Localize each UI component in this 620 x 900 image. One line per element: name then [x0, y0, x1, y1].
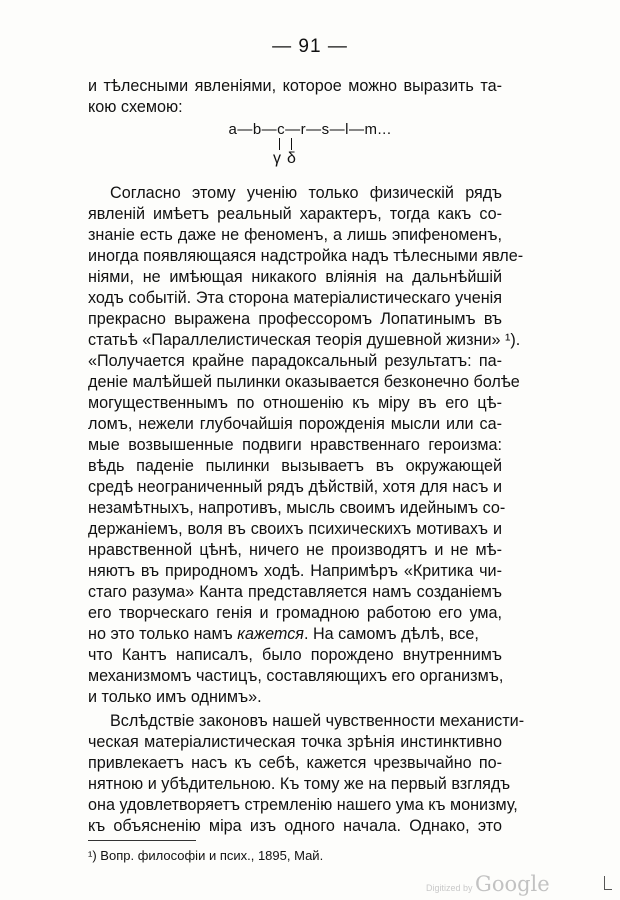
scheme-branch-right: δ	[287, 150, 296, 167]
text-line: прекрасно выражена профессоромъ Лопатинымъ въ	[88, 310, 502, 328]
emphasis-text: кажется	[237, 625, 304, 643]
footnote-text: Вопр. философіи и псих., 1895, Май.	[100, 848, 324, 863]
digitized-watermark	[426, 872, 550, 896]
margin-mark	[604, 889, 612, 890]
text-line: Вслѣдствіе законовъ нашей чувственности механисти-	[110, 712, 525, 730]
text-line: механизмомъ частицъ, составляющихъ его организмъ,	[88, 667, 504, 685]
text-line: мые возвышенные подвиги нравственнаго героизма:	[88, 436, 502, 454]
watermark-brand: Google	[475, 872, 550, 896]
text-line: ломъ, нежели глубочайшія порожденія мысли или са-	[88, 415, 502, 433]
text-line: она удовлетворяетъ стремленію нашего ума къ монизму,	[88, 796, 518, 814]
text-line: вѣдь паденіе пылинки вызываетъ въ окружающей	[88, 457, 502, 475]
text-line: статьѣ «Параллелистическая теорія душевной жизни» ¹).	[88, 331, 521, 349]
text-line: ніями, не имѣющая никакого вліянія на дальнѣйшій	[88, 268, 502, 286]
text-line: кою схемою:	[88, 98, 183, 116]
watermark-prefix: Digitized by	[426, 883, 473, 893]
text-line: няютъ въ природномъ ходѣ. Напримѣръ «Критика чи-	[88, 562, 502, 580]
footnote-marker: ¹)	[88, 848, 97, 863]
footnote	[88, 848, 323, 863]
text-run: . На самомъ дѣлѣ, все,	[303, 625, 479, 643]
text-line	[88, 624, 502, 644]
footnote-rule	[88, 840, 196, 841]
text-line: нравственной цѣнѣ, ничего не производятъ и не мѣ-	[88, 541, 502, 559]
text-line: деніе малѣйшей пылинки оказывается безконечно болѣе	[88, 373, 520, 391]
text-line: явленій имѣетъ реальный характеръ, тогда какъ со-	[88, 205, 502, 223]
scheme-chain: a—b—c—r—s—l—m...	[228, 121, 392, 138]
text-line: знаніе есть даже не феноменъ, а лишь эпифеноменъ,	[88, 226, 502, 244]
text-line: Согласно этому ученію только физическій рядъ	[110, 184, 502, 202]
text-line: могущественнымъ по отношенію къ міру въ его цѣ-	[88, 394, 502, 412]
text-line: что Кантъ написалъ, было порождено внутреннимъ	[88, 646, 502, 664]
text-run: но это только намъ	[88, 625, 233, 643]
text-line: ходъ событій. Эта сторона матеріалистическаго ученія	[88, 289, 502, 307]
scheme-branch-bar	[279, 138, 280, 150]
text-line: держаніемъ, воля въ своихъ психическихъ мотивахъ и	[88, 520, 502, 538]
text-line: незамѣтныхъ, напротивъ, мысль своимъ идейнымъ со-	[88, 499, 506, 517]
text-line: ческая матеріалистическая точка зрѣнія инстинктивно	[88, 733, 502, 751]
scheme-branch-bar	[291, 138, 292, 150]
text-line: и тѣлесными явленіями, которое можно выразить та-	[88, 77, 502, 95]
text-line: къ объясненію міра изъ одного начала. Однако, это	[88, 817, 502, 835]
text-line: нятною и убѣдительною. Къ тому же на первый взглядъ	[88, 775, 511, 793]
text-line: средѣ неограниченный рядъ дѣйствій, хотя для насъ и	[88, 478, 502, 496]
margin-mark	[604, 876, 605, 890]
page-number: — 91 —	[272, 36, 348, 57]
text-line: «Получается крайне парадоксальный результатъ: па-	[88, 352, 502, 370]
scheme-branch-left: γ	[273, 150, 281, 167]
text-line: привлекаетъ насъ къ себѣ, кажется чрезвычайно по-	[88, 754, 502, 772]
text-line: его творческаго генія и громадною работою его ума,	[88, 604, 502, 622]
text-line: и только имъ однимъ».	[88, 688, 262, 706]
text-line: стаго разума» Канта представляется намъ созданіемъ	[88, 583, 502, 601]
text-line: иногда появляющаяся надстройка надъ тѣлесными явле-	[88, 247, 524, 265]
